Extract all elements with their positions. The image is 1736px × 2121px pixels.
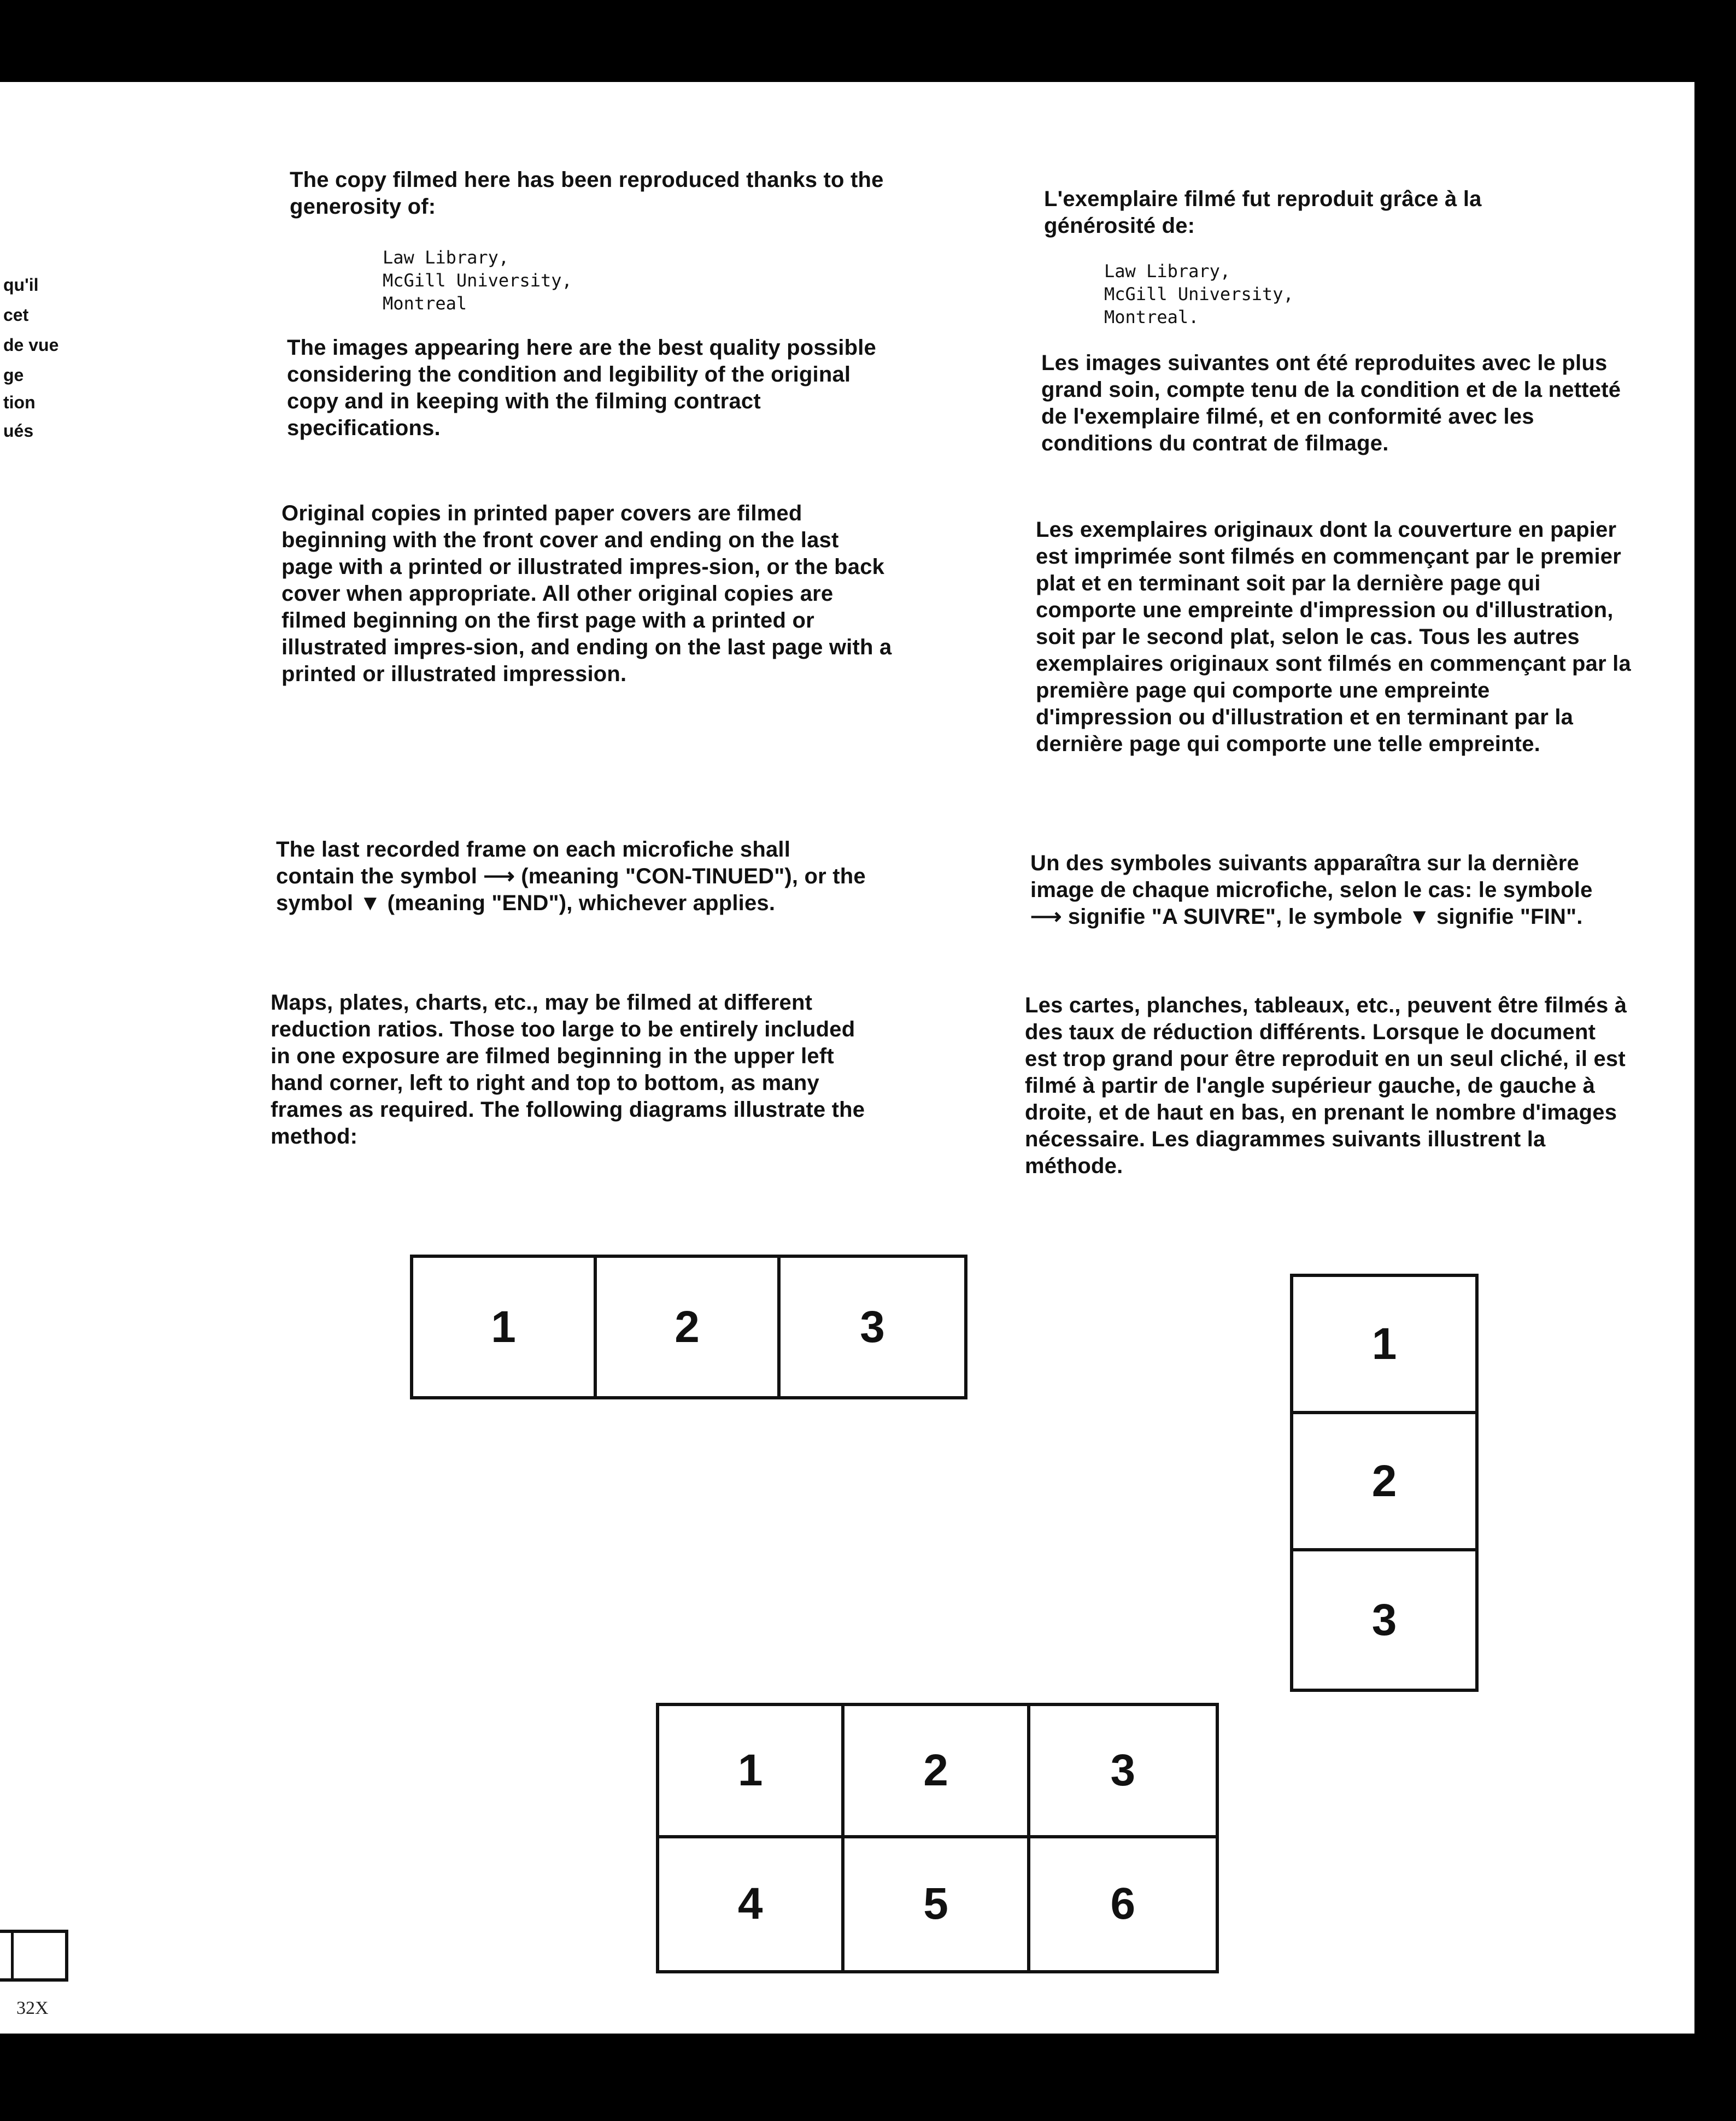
frame-cell: 1 [413, 1258, 597, 1396]
left-fragment: qu'il [3, 275, 39, 295]
previous-page-strip [0, 82, 220, 2034]
french-method-paragraph: Les cartes, planches, tableaux, etc., peuvent être filmés à des taux de réduction différents. Lorsque le document est trop grand pour être reproduit en un seul cliché, il est filmé à partir de l'angle supérieur gauche, de gauche à droite, et de haut en bas, en prenant le nombre d'images nécessaire. Les diagrammes suivants illustrent la méthode. [1025, 993, 1627, 1178]
english-quality-paragraph: The images appearing here are the best quality possible considering the condition and legibility of the original copy and in keeping with the filming contract specifications. [287, 336, 876, 440]
library-line: Law Library, [1104, 261, 1231, 282]
left-fragment: ge [3, 365, 24, 385]
mini-frame-diagram [0, 1930, 68, 1982]
left-fragment: de vue [3, 335, 59, 355]
english-acknowledgement: The copy filmed here has been reproduced thanks to the generosity of: [290, 168, 884, 219]
library-line: Law Library, [383, 247, 509, 268]
french-quality-paragraph: Les images suivantes ont été reproduites avec le plus grand soin, compte tenu de la condition et de la netteté de l'exemplaire filmé, et en conformité avec les conditions du contrat de filmage. [1041, 351, 1621, 455]
library-line: Montreal [383, 293, 467, 314]
vertical-frame-diagram [1290, 1274, 1479, 1692]
frame-cell: 2 [844, 1706, 1030, 1838]
english-library-block [383, 246, 572, 315]
left-fragment: tion [3, 392, 36, 412]
english-method-paragraph: Maps, plates, charts, etc., may be filmed at different reduction ratios. Those too large to be entirely included in one exposure are filmed beginning in the upper left hand corner, left to right and top to bottom, as many frames as required. The following diagrams illustrate the method: [271, 991, 865, 1149]
grid-frame-diagram [656, 1703, 1219, 1973]
magnification-mark: 32X [16, 1998, 49, 2018]
library-line: Montreal. [1104, 307, 1199, 327]
english-symbol-paragraph: The last recorded frame on each microfiche shall contain the symbol ⟶ (meaning "CON-TINUED"), or the symbol ▼ (meaning "END"), whichever applies. [276, 837, 866, 915]
french-acknowledgement: L'exemplaire filmé fut reproduit grâce à la générosité de: [1044, 187, 1482, 238]
horizontal-frame-diagram [410, 1255, 967, 1399]
frame-cell: 3 [1371, 1595, 1397, 1645]
english-originals-paragraph: Original copies in printed paper covers are filmed beginning with the front cover and ending on the last page with a printed or illustrated impres-sion, or the back cover when appropriate. All other original copies are filmed beginning on the first page with a printed or illustrated impres-sion, and ending on the last page with a printed or illustrated impression. [281, 501, 892, 686]
frame-cell: 6 [1110, 1879, 1136, 1929]
library-line: McGill University, [1104, 284, 1294, 304]
frame-cell: 2 [597, 1258, 781, 1396]
frame-cell: 1 [1293, 1277, 1475, 1414]
french-library-block [1104, 260, 1294, 329]
french-originals-paragraph: Les exemplaires originaux dont la couverture en papier est imprimée sont filmés en commençant par le premier plat et en terminant soit par la dernière page qui comporte une empreinte d'impression ou d'illustration, soit par le second plat, selon le cas. Tous les autres exemplaires originaux sont filmés en commençant par la première page qui comporte une empreinte d'impression ou d'illustration et en terminant par la dernière page qui comporte une telle empreinte. [1036, 518, 1631, 756]
frame-cell: 2 [1293, 1414, 1475, 1551]
french-symbol-paragraph: Un des symboles suivants apparaîtra sur la dernière image de chaque microfiche, selon le cas: le symbole ⟶ signifie "A SUIVRE", le symbole ▼ signifie "FIN". [1030, 851, 1593, 929]
left-fragment: ués [3, 421, 34, 441]
left-fragment: cet [3, 305, 29, 325]
frame-cell: 3 [860, 1302, 885, 1352]
library-line: McGill University, [383, 270, 572, 291]
frame-cell: 1 [659, 1706, 844, 1838]
frame-cell: 5 [844, 1838, 1030, 1971]
frame-cell: 3 [1030, 1706, 1216, 1838]
frame-cell: 4 [659, 1838, 844, 1971]
